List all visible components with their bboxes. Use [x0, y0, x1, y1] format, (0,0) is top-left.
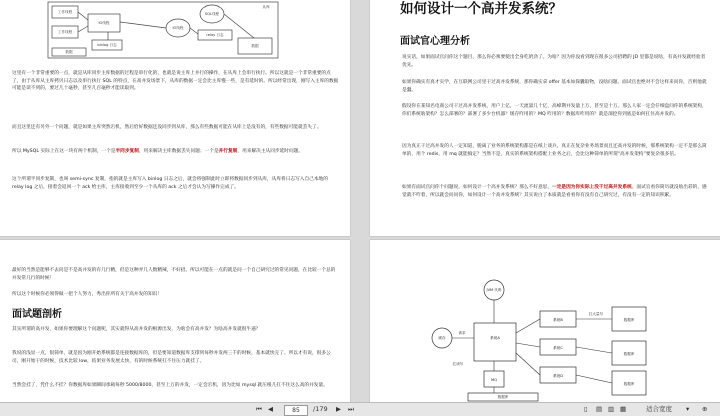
- diagram-label: IO线程: [172, 26, 184, 30]
- page-total: /179: [313, 405, 328, 413]
- paragraph: 这个所谓半同步复制，也叫 semi-sync 复制，指的就是主库写入 binlog 日志之后，就会将强制此时立即将数据同步到从库，从库将日志写入自己本地的 relay log 之后，接着会返回一个 ack 给主库，主库接收到至少一个从库的 ack 之后才会认为写操作完成了。: [12, 177, 328, 190]
- paragraph-with-highlights: [12, 148, 340, 156]
- diagram-label: 请求: [458, 331, 466, 335]
- paragraph: 其实所谓的高并发，如果你要理解这个问题呢，其实就得从高并发的根源出发，为啥会有高并发？为啥高并发就很牛逼？: [12, 327, 261, 332]
- zoom-dropdown-icon[interactable]: ▾: [686, 405, 690, 413]
- page-bottom-right: [370, 240, 720, 402]
- diagram-label: MQ: [491, 378, 497, 382]
- diagram-label: 系统A: [490, 336, 500, 340]
- diagram-label: 从库: [262, 5, 270, 9]
- diagram-label: 数据: [251, 44, 259, 48]
- section-heading: 面试题剖析: [12, 309, 62, 320]
- single-page-view-icon[interactable]: ▯: [584, 405, 588, 413]
- grid-view-icon[interactable]: ▦: [620, 405, 627, 413]
- diagram-label: 扛读写: [452, 362, 464, 366]
- diagram-label: IO线程: [98, 21, 110, 25]
- diagram-label: relay 日志: [206, 33, 224, 37]
- continuous-view-icon[interactable]: ▤: [596, 405, 603, 413]
- pager-status-bar: [0, 402, 720, 416]
- diagram-label: 系统B: [553, 318, 563, 322]
- paragraph: 这里有一个非常重要的一点，就是从库同步主库数据的过程是串行化的，也就是说主库上并行的操作，在从库上会串行执行。所以这就是一个非常重要的点了，由于从库从主库拷贝日志以及串行执行 SQL 的特点，在高并发场景下，从库的数据一定会比主库慢一些，是有延时的。所以经常出现，刚写入主库的数据可能是读不到的，要过几十毫秒，甚至几百毫秒才能读取到。: [12, 71, 339, 92]
- page-title: 如何设计一个高并发系统？: [400, 1, 562, 17]
- paragraph: 当然会挂了，凭什么不挂？你数据库如果瞬间承载每秒 5000/8000，甚至上万的并发，一定会宕机，因为比如 mysql 就压根儿扛不住这么高的并发量。: [12, 383, 328, 388]
- next-page-icon[interactable]: ▶: [336, 405, 341, 413]
- zoom-select[interactable]: 适合宽度: [646, 405, 672, 413]
- two-page-view-icon[interactable]: ▥: [608, 405, 615, 413]
- page-bottom-left: [0, 240, 350, 402]
- text: ，用来解决主从同步延时问题。: [237, 149, 304, 154]
- last-page-icon[interactable]: ⏭: [348, 405, 354, 413]
- diagram-label: JVM 代码: [486, 288, 502, 292]
- highlight: 一定是因为你实际上没干过高并发系统: [552, 185, 632, 190]
- diagram-label: 系统C: [553, 346, 563, 350]
- diagram-label: 数据库: [623, 382, 635, 386]
- diagram-label: binlog 日志: [97, 43, 117, 47]
- text: ，用来解决主库数据丢失问题；一个是: [138, 149, 219, 154]
- first-page-icon[interactable]: ⏮: [256, 405, 262, 413]
- master-slave-diagram: [38, 0, 288, 66]
- diagram-label: 系统D: [553, 374, 563, 378]
- highlight: 半同步复制: [115, 149, 139, 154]
- zoom-in-icon[interactable]: ⊕: [702, 405, 708, 413]
- diagram-label: 数据库: [497, 395, 509, 399]
- paragraph: 如果你确实有真才实学，在互联网公司里干过高并发系统，那你确实拿 offer 基本如探囊取物，没啥问题。面试官也绝对不会这样来问你，否则他就是蠢。: [402, 80, 707, 93]
- paragraph: [402, 184, 708, 199]
- diagram-label: 工作线程: [57, 10, 73, 14]
- paragraph: 因为真正干过高并发的人一定知道，脱离了业务的系统架构都是在纸上谈兵，真正在复杂业务场景而且还高并发的时候，那系统架构一定不是那么简单的，用个 redis，用 mq 就能搞定？当然不是，真实的系统架构搭配上业务之后，会比这种简单的所谓“高并发架构”要复杂很多倍。: [402, 144, 707, 157]
- text: 所以 MySQL 实际上在这一块有两个机制，一个是: [12, 149, 116, 154]
- paragraph: 而且这里还有另外一个问题，就是如果主库突然宕机，然后恰好数据还没同步到从库，那么有些数据可能在从库上是没有的，有些数据可能就丢失了。: [12, 125, 322, 130]
- page-number-input[interactable]: 85: [284, 405, 308, 416]
- diagram-label: 扛大量写: [588, 312, 604, 316]
- section-heading: 面试官心理分析: [400, 36, 470, 47]
- paragraph: 说实话，如果面试官问你这个题目，那么你必须要使出全身吃奶劲了。为啥？因为你没看到现在很多公司招聘的 JD 里都是说啥，有高并发就经验者优先。: [402, 55, 706, 68]
- page-top-left: [0, 0, 350, 236]
- paragraph: 所以这个时候你必须得做一把个人努力，秀出你所有关于高并发的知识！: [12, 292, 163, 297]
- text: 。面试官看你简历就没啥出彩的，感觉就不咋着，所以就会问问你，如何设计一个高并发系统？其实说白了本质就是看看你有没有自己研究过，有没有一定的知识积累。: [402, 185, 707, 198]
- diagram-label: 数据库: [623, 352, 635, 356]
- diagram-label: 工作线程: [57, 30, 73, 34]
- diagram-label: 数据: [65, 50, 73, 54]
- highlight: 并行复制: [218, 149, 238, 154]
- diagram-label: SQL线程: [204, 12, 220, 16]
- paragraph: 我说的浅显一点，很简单，就是因为刚开始系统都是连接数据库的，但是要知道数据库支撑到每秒并发两三千的时候，基本就快完了。所以才有说，很多公司，刚开始干的时候，技术比较 low，结果业务发展太快，有的时候系统扛不住压力就挂了。: [12, 351, 331, 364]
- paragraph: 最好的当然是能够不去问是不是高并发的有几行精，但是这种弄几人数精辣，不好招。所以可能在一点的就是问一个自己研究过的常见问题，在比较一个总的并发常几行的时候！: [12, 268, 336, 281]
- paragraph: 假设你在某知名电商公司干过高并发系统，用户上亿，一天流量几十亿，高峰期并发量上万，甚至是十万。那么人家一定会仔细盘问你的系统架构，你们系统啥架构？怎么部署的？部署了多少台机器？缓存咋用的？MQ 咋用的？数据库咋用的？就是深挖你到底是如何扛住高并发的。: [402, 104, 707, 117]
- page-top-right: [370, 0, 720, 236]
- diagram-label: 数据库: [623, 318, 635, 322]
- diagram-label: 缓存: [438, 336, 446, 340]
- text: 如果有面试官问你个问题说，如何设计一个高并发系统？那么不好意思，: [402, 185, 553, 190]
- prev-page-icon[interactable]: ◀: [268, 405, 273, 413]
- architecture-diagram: [400, 267, 706, 402]
